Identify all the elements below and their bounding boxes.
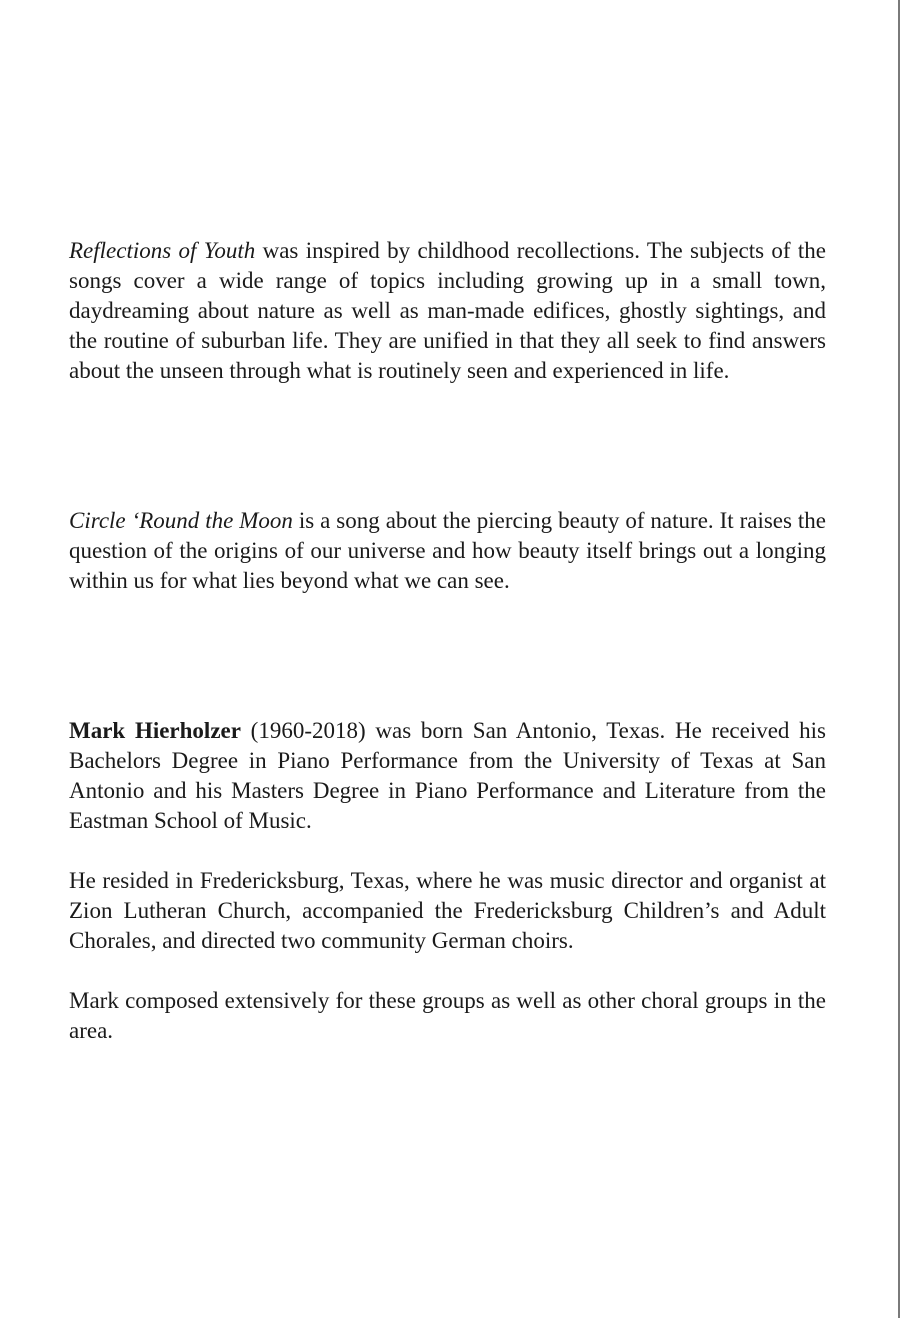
composer-name: Mark Hierholzer	[69, 718, 241, 743]
circle-title: Circle ‘Round the Moon	[69, 508, 293, 533]
reflections-description	[69, 236, 826, 386]
reflections-title: Reflections of Youth	[69, 238, 256, 263]
bio-paragraph-3: Mark composed extensively for these groups as well as other choral groups in the area.	[69, 988, 826, 1043]
circle-text: is a song about the piercing beauty of nature. It raises the question of the origins of our universe and how beauty itself brings out a longing within us for what lies beyond what we can see.	[69, 508, 826, 593]
circle-description	[69, 506, 826, 596]
bio-paragraph-1	[69, 716, 826, 836]
bio-paragraph-2: He resided in Fredericksburg, Texas, where he was music director and organist at Zion Lutheran Church, accompanied the Fredericksburg Children’s and Adult Chorales, and directed two community German choirs.	[69, 868, 826, 953]
reflections-text: was inspired by childhood recollections. The subjects of the songs cover a wide range of topics including growing up in a small town, daydreaming about nature as well as man-made edifices, ghostly sightings, and the routine of suburban life. They are unified in that they all seek to find answers about the unseen through what is routinely seen and experienced in life.	[69, 238, 826, 383]
bio-paragraph-1-text: (1960-2018) was born San Antonio, Texas. He received his Bachelors Degree in Piano Performance from the University of Texas at San Antonio and his Masters Degree in Piano Performance and Literature from the Eastman School of Music.	[69, 718, 826, 833]
